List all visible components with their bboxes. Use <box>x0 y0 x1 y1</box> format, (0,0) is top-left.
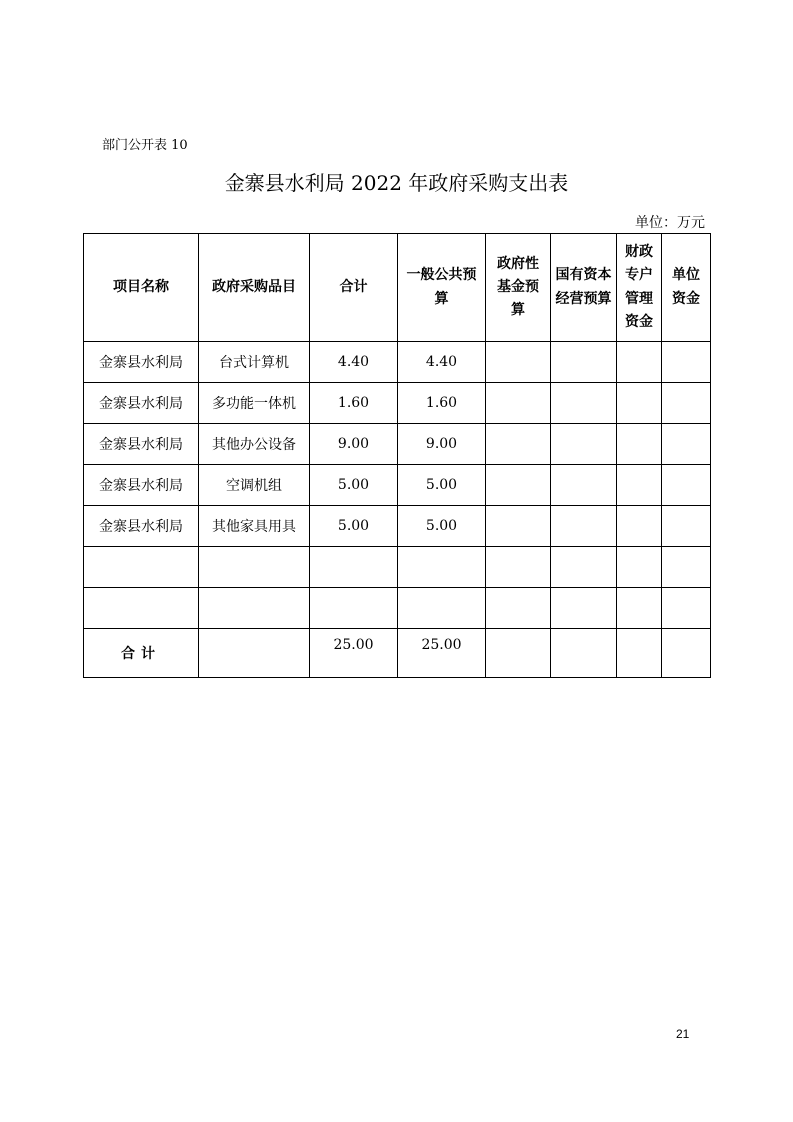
table-total-row <box>84 629 711 678</box>
cell-fund-budget <box>486 547 551 588</box>
page-number: 21 <box>676 1027 690 1041</box>
table-row <box>84 547 711 588</box>
total-cell-total: 25.00 <box>310 629 398 678</box>
cell-unit-funds <box>662 506 711 547</box>
cell-special-account <box>617 506 662 547</box>
cell-total: 4.40 <box>310 342 398 383</box>
cell-total <box>310 547 398 588</box>
table-row <box>84 465 711 506</box>
cell-item: 其他家具用具 <box>199 506 310 547</box>
table-row <box>84 383 711 424</box>
cell-unit <box>84 547 199 588</box>
document-label: 部门公开表 10 <box>102 138 188 153</box>
unit-label: 单位：万元 <box>635 215 705 231</box>
cell-special-account <box>617 383 662 424</box>
cell-state-capital <box>551 465 617 506</box>
total-label: 合计 <box>84 629 199 678</box>
cell-total: 5.00 <box>310 465 398 506</box>
header-special-account-funds: 财政专户管理资金 <box>617 234 662 342</box>
header-unit-funds: 单位资金 <box>662 234 711 342</box>
cell-total: 9.00 <box>310 424 398 465</box>
cell-item: 多功能一体机 <box>199 383 310 424</box>
cell-state-capital <box>551 424 617 465</box>
cell-item: 空调机组 <box>199 465 310 506</box>
cell-total <box>310 588 398 629</box>
cell-fund-budget <box>486 342 551 383</box>
header-fund-budget: 政府性基金预算 <box>486 234 551 342</box>
cell-general-budget: 1.60 <box>398 383 486 424</box>
total-cell-unit-funds <box>662 629 711 678</box>
cell-total: 5.00 <box>310 506 398 547</box>
cell-state-capital <box>551 342 617 383</box>
cell-unit: 金寨县水利局 <box>84 342 199 383</box>
cell-general-budget: 4.40 <box>398 342 486 383</box>
table-row <box>84 506 711 547</box>
total-cell-fund-budget <box>486 629 551 678</box>
cell-general-budget: 9.00 <box>398 424 486 465</box>
cell-state-capital <box>551 506 617 547</box>
table-row <box>84 588 711 629</box>
cell-item <box>199 588 310 629</box>
total-cell-general-budget: 25.00 <box>398 629 486 678</box>
cell-unit: 金寨县水利局 <box>84 383 199 424</box>
total-cell-item <box>199 629 310 678</box>
table-header-row <box>84 234 711 342</box>
cell-unit-funds <box>662 424 711 465</box>
cell-general-budget: 5.00 <box>398 506 486 547</box>
cell-unit: 金寨县水利局 <box>84 465 199 506</box>
cell-item: 台式计算机 <box>199 342 310 383</box>
cell-unit: 金寨县水利局 <box>84 506 199 547</box>
cell-general-budget <box>398 547 486 588</box>
cell-unit-funds <box>662 547 711 588</box>
table-row <box>84 342 711 383</box>
cell-unit <box>84 588 199 629</box>
cell-fund-budget <box>486 465 551 506</box>
header-general-budget: 一般公共预算 <box>398 234 486 342</box>
cell-fund-budget <box>486 424 551 465</box>
cell-fund-budget <box>486 506 551 547</box>
cell-unit-funds <box>662 383 711 424</box>
header-procurement-item: 政府采购品目 <box>199 234 310 342</box>
cell-unit-funds <box>662 465 711 506</box>
cell-state-capital <box>551 383 617 424</box>
cell-state-capital <box>551 547 617 588</box>
header-state-capital-budget: 国有资本经营预算 <box>551 234 617 342</box>
cell-state-capital <box>551 588 617 629</box>
cell-unit: 金寨县水利局 <box>84 424 199 465</box>
cell-total: 1.60 <box>310 383 398 424</box>
cell-special-account <box>617 465 662 506</box>
document-title: 金寨县水利局 2022 年政府采购支出表 <box>224 171 569 195</box>
header-project-name: 项目名称 <box>84 234 199 342</box>
cell-fund-budget <box>486 588 551 629</box>
total-cell-state-capital <box>551 629 617 678</box>
cell-special-account <box>617 588 662 629</box>
cell-general-budget <box>398 588 486 629</box>
cell-special-account <box>617 342 662 383</box>
table-row <box>84 424 711 465</box>
cell-item: 其他办公设备 <box>199 424 310 465</box>
cell-general-budget: 5.00 <box>398 465 486 506</box>
cell-unit-funds <box>662 588 711 629</box>
cell-special-account <box>617 547 662 588</box>
total-cell-special-account <box>617 629 662 678</box>
cell-fund-budget <box>486 383 551 424</box>
cell-special-account <box>617 424 662 465</box>
header-total: 合计 <box>310 234 398 342</box>
procurement-table <box>83 233 711 678</box>
cell-item <box>199 547 310 588</box>
cell-unit-funds <box>662 342 711 383</box>
